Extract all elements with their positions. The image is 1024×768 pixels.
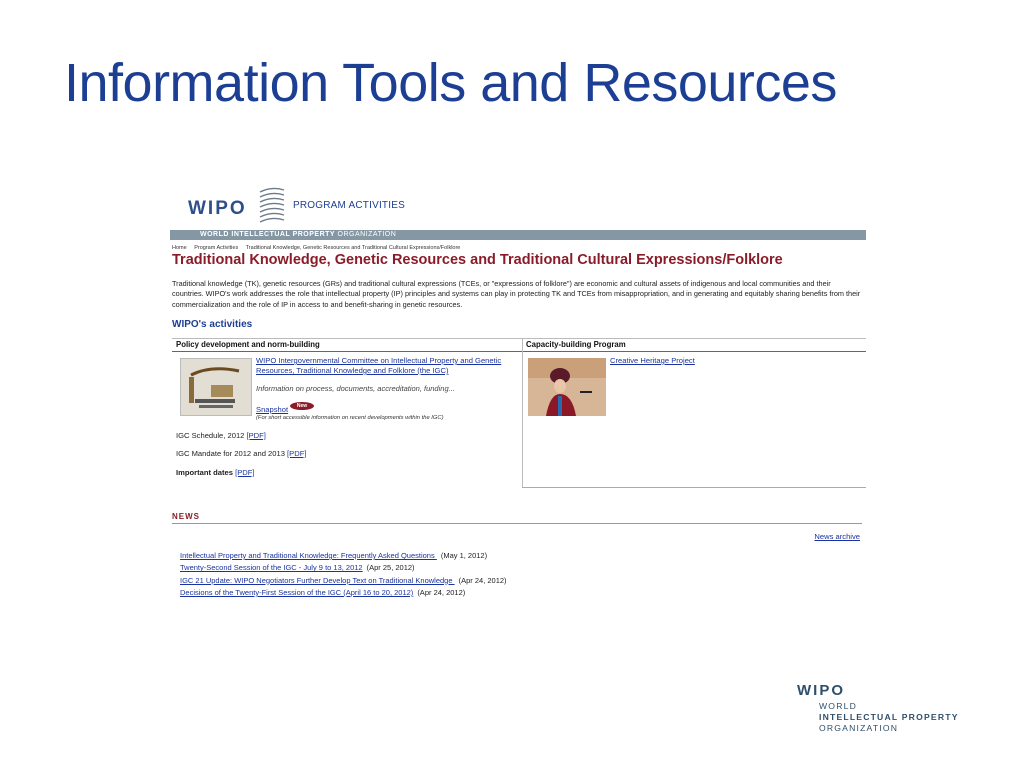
- news-item-link[interactable]: Decisions of the Twenty-First Session of the IGC (April 16 to 20, 2012): [180, 587, 414, 597]
- footer-wipo-logo: [797, 682, 959, 734]
- banner-text: ORGANIZATION: [335, 231, 397, 238]
- footer-line-ip: INTELLECTUAL PROPERTY: [819, 712, 959, 722]
- news-item-date: (May 1, 2012): [440, 551, 488, 560]
- news-item: [180, 587, 507, 599]
- news-rule: [172, 523, 862, 524]
- news-heading: NEWS: [172, 512, 200, 521]
- breadcrumb-home[interactable]: Home: [172, 245, 187, 251]
- news-item-date: (Apr 24, 2012): [417, 587, 466, 597]
- igc-mandate-pdf-link[interactable]: [PDF]: [287, 449, 307, 458]
- news-item-link[interactable]: Twenty-Second Session of the IGC - July 9 to 13, 2012: [180, 563, 363, 573]
- program-activities-label: PROGRAM ACTIVITIES: [293, 200, 405, 211]
- creative-heritage-image: [528, 358, 606, 416]
- important-dates-row: [176, 468, 255, 477]
- activities-heading: WIPO's activities: [172, 319, 253, 330]
- igc-thumbnail-image: [180, 358, 252, 416]
- policy-column-heading: Policy development and norm-building: [176, 340, 320, 349]
- igc-schedule-row: [176, 431, 266, 440]
- creative-heritage-link[interactable]: Creative Heritage Project: [610, 356, 695, 365]
- snapshot-note: (For short accessible information on recent developments within the IGC): [256, 415, 444, 421]
- igc-info-text: Information on process, documents, accreditation, funding...: [256, 384, 455, 393]
- footer-wipo-text: WIPO: [797, 682, 845, 699]
- footer-line-world: WORLD: [819, 701, 857, 711]
- wipo-banner: [170, 230, 866, 240]
- news-item: [180, 575, 507, 587]
- news-item: [180, 550, 507, 562]
- igc-link[interactable]: WIPO Intergovernmental Committee on Intellectual Property and Genetic Resources, Traditional Knowledge and Folklore (the IGC): [256, 356, 502, 375]
- breadcrumb: [172, 245, 466, 251]
- capacity-column-heading: Capacity-building Program: [526, 340, 626, 349]
- page-heading: Traditional Knowledge, Genetic Resources and Traditional Cultural Expressions/Folklore: [172, 252, 783, 268]
- snapshot-link[interactable]: Snapshot: [256, 405, 289, 414]
- news-item-date: (Apr 24, 2012): [458, 575, 507, 585]
- wipo-logo: WIPO: [188, 198, 247, 219]
- slide-title: Information Tools and Resources: [64, 53, 837, 113]
- banner-bold-text: WORLD INTELLECTUAL PROPERTY: [200, 231, 336, 238]
- important-dates-label: Important dates: [176, 468, 233, 477]
- news-item-link[interactable]: IGC 21 Update: WIPO Negotiators Further Develop Text on Traditional Knowledge: [180, 575, 455, 585]
- table-bottom-rule: [522, 487, 866, 488]
- important-dates-pdf-link[interactable]: [PDF]: [235, 468, 255, 477]
- igc-mandate-label: IGC Mandate for 2012 and 2013: [176, 449, 288, 458]
- table-header-rule: [172, 351, 866, 352]
- website-screenshot: [170, 178, 868, 618]
- breadcrumb-program-activities[interactable]: Program Activities: [194, 245, 239, 251]
- igc-schedule-label: IGC Schedule, 2012: [176, 431, 247, 440]
- breadcrumb-current: Traditional Knowledge, Genetic Resources and Traditional Cultural Expressions/Folklore: [245, 245, 461, 251]
- news-archive-link[interactable]: News archive: [814, 532, 860, 541]
- footer-line-organization: ORGANIZATION: [819, 723, 899, 733]
- intro-paragraph: Traditional knowledge (TK), genetic resources (GRs) and traditional cultural expressions (TCEs, or "expressions of folklore") are economic and cultural assets of indigenous and local communities and their countries. WIPO's work addresses the role that intellectual property (IP) principles and systems can play in protecting TK and TCEs from misappropriation, and in generating and equitably sharing benefits from their commercialization and the role of IP in access to and benefit-sharing in genetic resources.: [172, 279, 861, 309]
- igc-schedule-pdf-link[interactable]: [PDF]: [246, 431, 266, 440]
- news-item-date: (Apr 25, 2012): [366, 563, 415, 573]
- news-item: [180, 562, 507, 574]
- igc-mandate-row: [176, 449, 306, 458]
- new-badge: New: [290, 402, 314, 410]
- table-top-rule: [172, 338, 866, 339]
- wipo-emblem-icon: [256, 182, 288, 226]
- news-list: [180, 550, 507, 599]
- news-item-link[interactable]: Intellectual Property and Traditional Knowledge: Frequently Asked Questions: [180, 551, 437, 560]
